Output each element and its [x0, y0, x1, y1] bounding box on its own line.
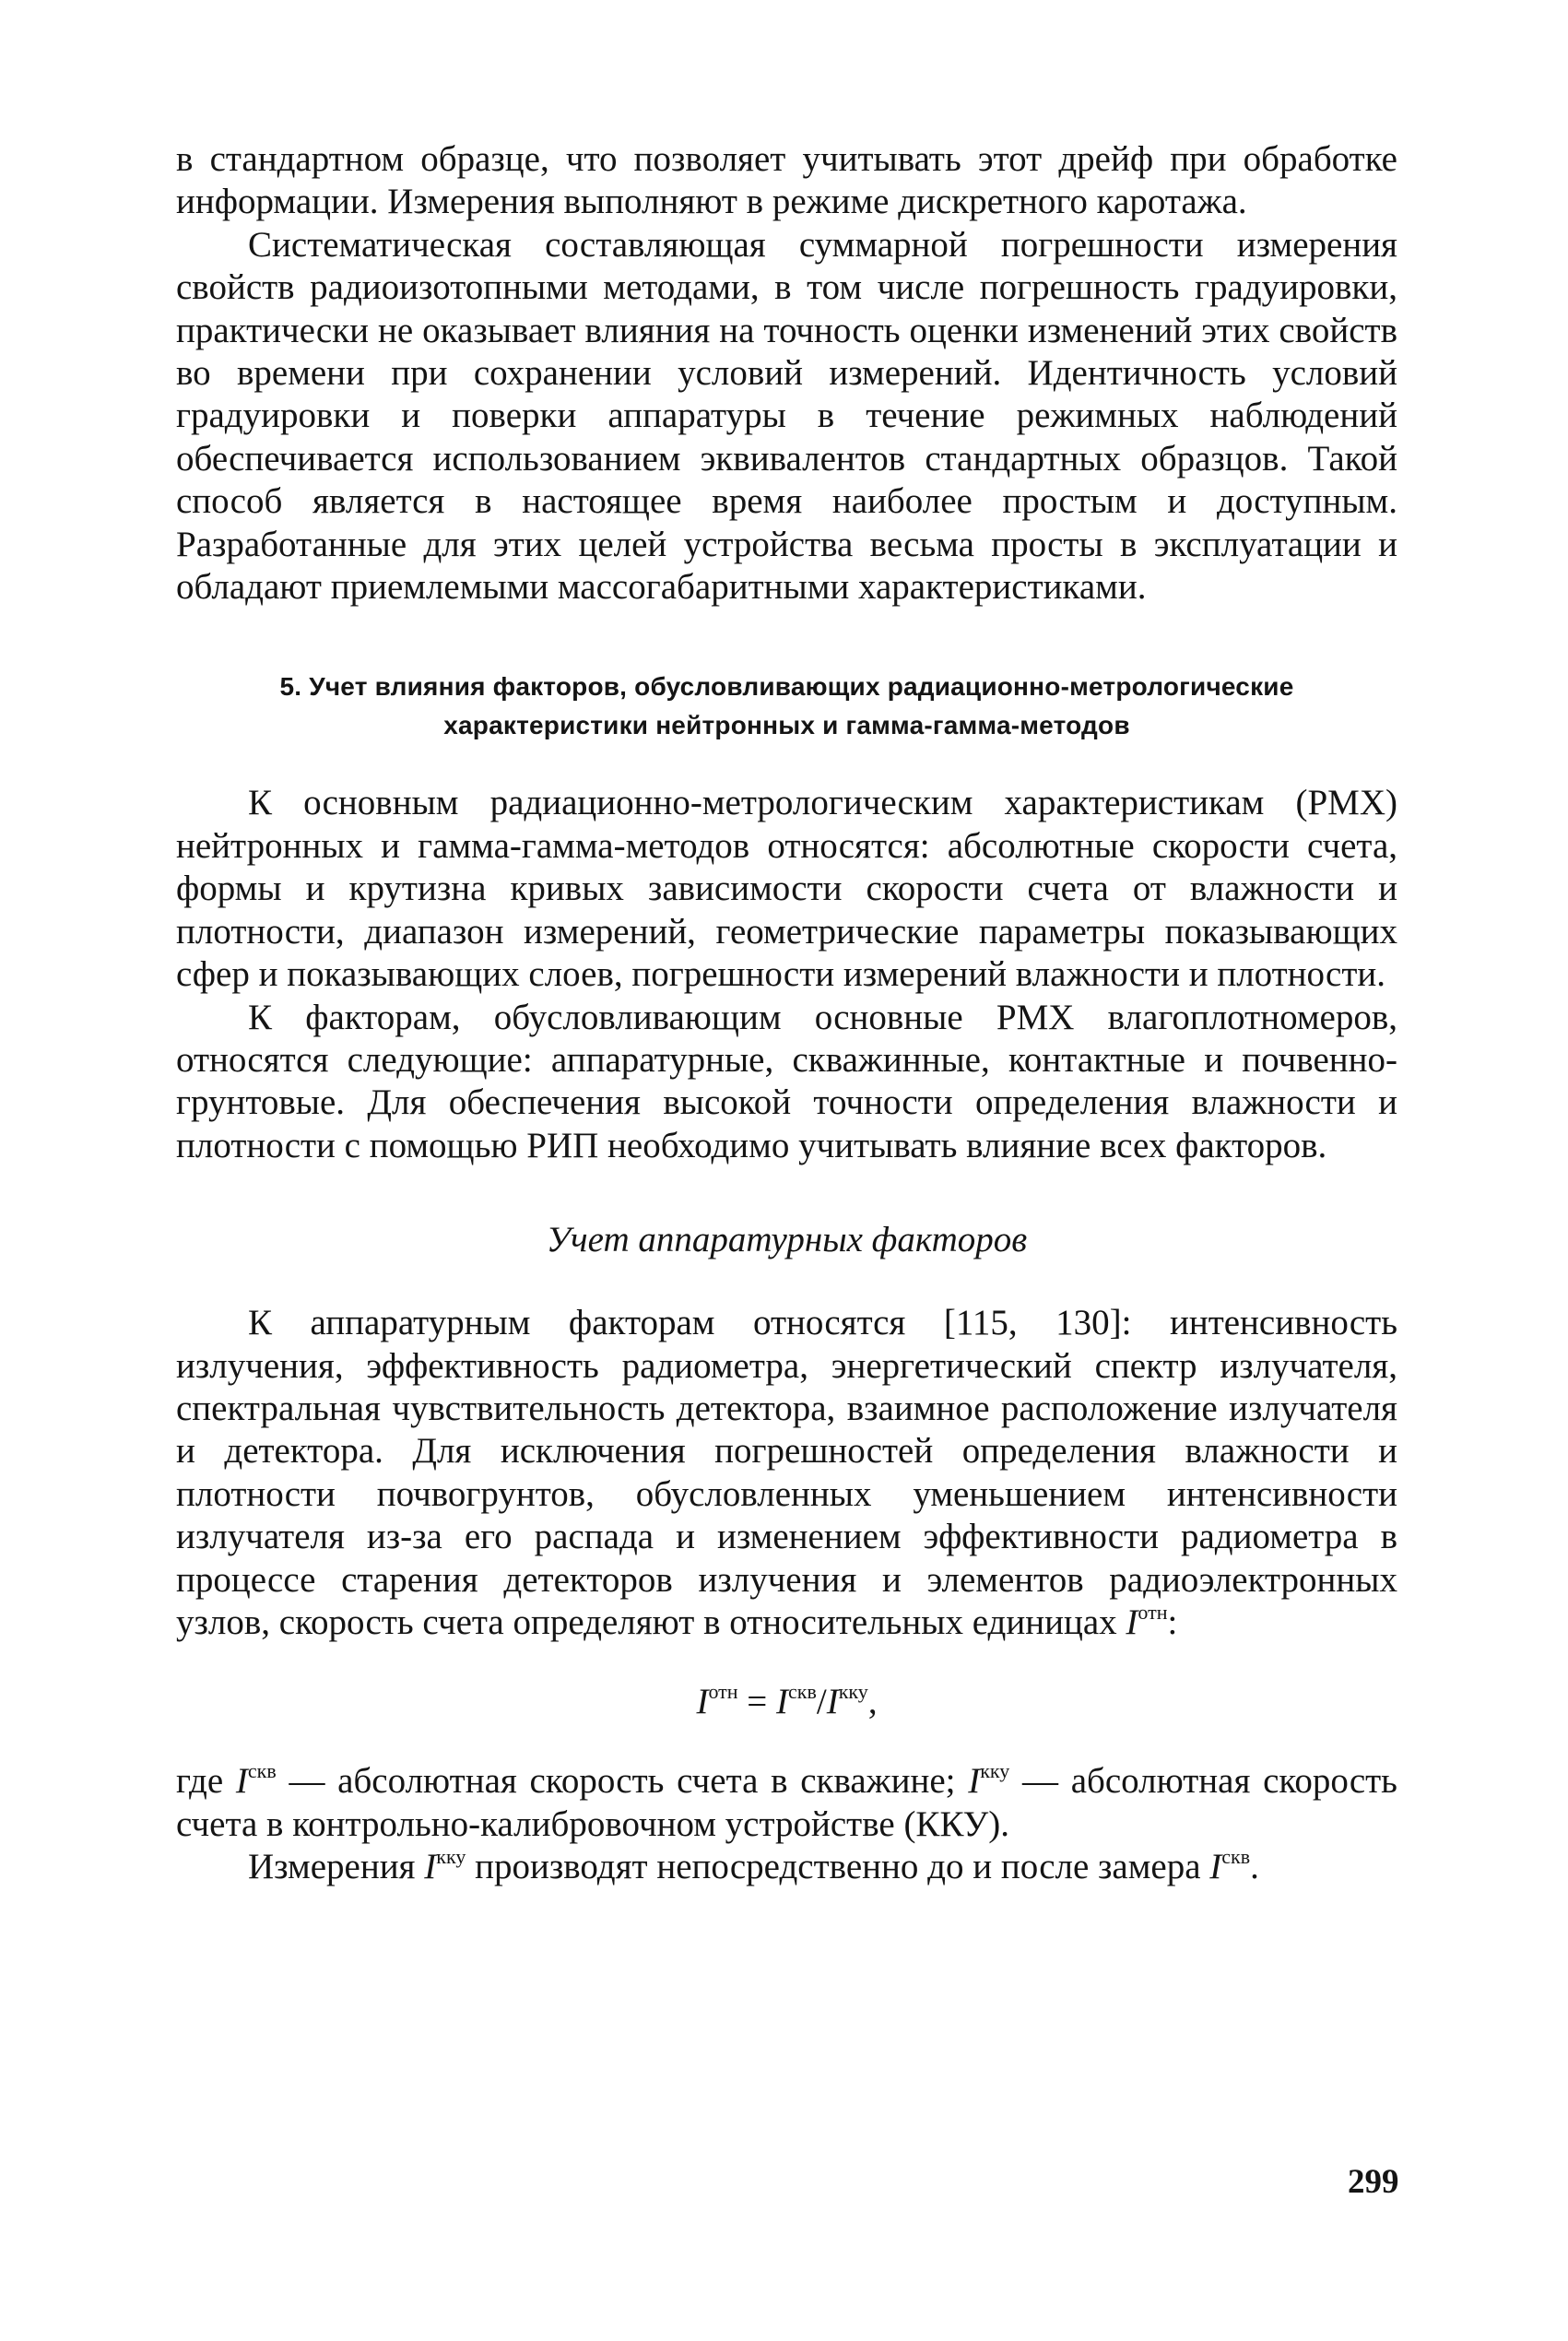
formula-sup-kku: кку — [838, 1680, 868, 1704]
section-heading-line-1: 5. Учет влияния факторов, обусловливающих радиационно-метрологические — [279, 672, 1294, 702]
last-2: производят непосредственно до и после замера — [466, 1847, 1210, 1887]
sup-otn: отн — [1138, 1600, 1168, 1624]
last-i-kku: I — [424, 1847, 437, 1887]
where-1: где — [176, 1761, 236, 1802]
where-sup-kku: кку — [980, 1759, 1010, 1783]
formula — [176, 1681, 1397, 1723]
where-3: — абсолютная скорость счета в контрольно-калибровочном устройстве (ККУ). — [176, 1761, 1397, 1844]
formula-i-3: I — [826, 1682, 839, 1722]
section-heading-line-2: характеристики нейтронных и гамма-гамма-методов — [443, 711, 1130, 740]
page-content — [176, 138, 1397, 1889]
paragraph-where — [176, 1760, 1397, 1846]
paragraph-factors: К факторам, обусловливающим основные РМХ влагоплотномеров, относятся следующие: аппаратурные, скважинные, контактные и почвенно-грунтовые. Для обеспечения высокой точности определения влажности и плотности с помощью РИП необходимо учитывать влияние всех факторов. — [176, 997, 1397, 1165]
paragraph-apparatus-factors — [176, 1302, 1397, 1644]
last-sup-skv: скв — [1221, 1845, 1251, 1869]
paragraph-measurements — [176, 1846, 1397, 1888]
where-i-skv: I — [235, 1761, 248, 1802]
last-sup-kku: кку — [436, 1845, 466, 1869]
apparatus-text: К аппаратурным факторам относятся [115, 130]: интенсивность излучения, эффективность радиометра, энергетический спектр излучателя, спектральная чувствительность детектора, взаимное расположение излучателя и детектора. Для исключения погрешностей определения влажности и плотности почвогрунтов, обусловленных уменьшением интенсивности излучателя из-за его распада и изменением эффективности радиометра в процессе старения детекторов излучения и элементов радиоэлектронных узлов, скорость счета определяют в относительных единицах — [176, 1303, 1397, 1642]
last-3: . — [1250, 1847, 1259, 1887]
last-1: Измерения — [248, 1847, 425, 1887]
symbol-i: I — [1126, 1602, 1138, 1642]
paragraph-rmx: К основным радиационно-метрологическим характеристикам (РМХ) нейтронных и гамма-гамма-методов относятся: абсолютные скорости счета, формы и крутизна кривых зависимости скорости счета от влажности и плотности, диапазон измерений, геометрические параметры показывающих сфер и показывающих слоев, погрешности измерений влажности и плотности. — [176, 783, 1397, 995]
formula-comma: , — [867, 1682, 878, 1722]
formula-i-2: I — [776, 1682, 789, 1722]
colon: : — [1167, 1602, 1178, 1642]
page-number: 299 — [1348, 2163, 1399, 2201]
formula-sup-otn: отн — [708, 1680, 738, 1704]
formula-equals: = — [737, 1682, 777, 1722]
paragraph-systematic-error: Систематическая составляющая суммарной погрешности измерения свойств радиоизотопными методами, в том числе погрешность градуировки, практически не оказывает влияния на точность оценки изменений этих свойств во времени при сохранении условий измерений. Идентичность условий градуировки и поверки аппаратуры в течение режимных наблюдений обеспечивается использованием эквивалентов стандартных образцов. Такой способ является в настоящее время наиболее простым и доступным. Разработанные для этих целей устройства весьма просты в эксплуатации и обладают приемлемыми массогабаритными характеристиками. — [176, 224, 1397, 608]
formula-slash: / — [816, 1682, 827, 1722]
where-i-kku: I — [968, 1761, 981, 1802]
formula-sup-skv: скв — [788, 1680, 817, 1704]
paragraph-continuation: в стандартном образце, что позволяет учитывать этот дрейф при обработке информации. Измерения выполняют в режиме дискретного каротажа. — [176, 139, 1397, 222]
formula-i-1: I — [696, 1682, 709, 1722]
section-heading — [176, 668, 1397, 745]
subsection-title: Учет аппаратурных факторов — [546, 1220, 1028, 1260]
where-2: — абсолютная скорость счета в скважине; — [276, 1761, 969, 1802]
last-i-skv: I — [1209, 1847, 1222, 1887]
where-sup-skv: скв — [247, 1759, 277, 1783]
